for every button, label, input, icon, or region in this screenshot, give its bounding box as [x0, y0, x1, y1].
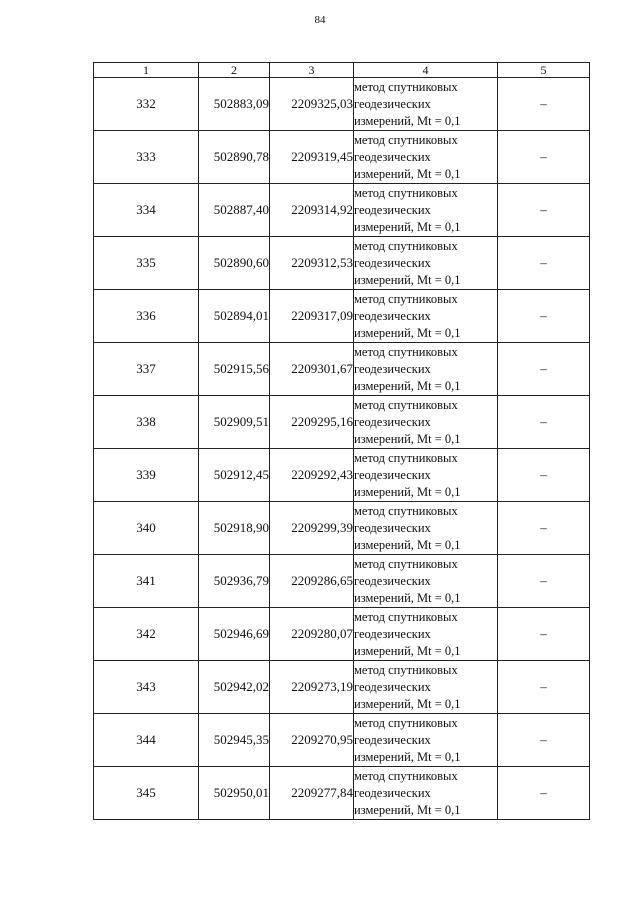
x-coordinate-cell: 502945,35 — [199, 714, 270, 767]
column-header: 5 — [498, 63, 590, 78]
method-cell — [354, 184, 498, 237]
note-cell: – — [498, 449, 590, 502]
column-header: 2 — [199, 63, 270, 78]
note-cell: – — [498, 608, 590, 661]
point-number-cell: 334 — [94, 184, 199, 237]
method-line: метод спутниковых — [354, 132, 458, 147]
method-line: измерений, Mt = 0,1 — [354, 431, 461, 446]
x-coordinate-cell: 502942,02 — [199, 661, 270, 714]
y-coordinate-cell: 2209301,67 — [270, 343, 354, 396]
x-coordinate-cell: 502890,60 — [199, 237, 270, 290]
x-coordinate-cell: 502936,79 — [199, 555, 270, 608]
table-row — [94, 131, 590, 184]
method-line: метод спутниковых — [354, 185, 458, 200]
method-line: метод спутниковых — [354, 556, 458, 571]
table-row — [94, 661, 590, 714]
method-line: метод спутниковых — [354, 768, 458, 783]
method-line: геодезических — [354, 732, 431, 747]
point-number-cell: 337 — [94, 343, 199, 396]
method-cell — [354, 396, 498, 449]
note-cell: – — [498, 502, 590, 555]
method-cell — [354, 661, 498, 714]
method-line: геодезических — [354, 361, 431, 376]
table-row — [94, 290, 590, 343]
x-coordinate-cell: 502894,01 — [199, 290, 270, 343]
x-coordinate-cell: 502918,90 — [199, 502, 270, 555]
y-coordinate-cell: 2209270,95 — [270, 714, 354, 767]
point-number-cell: 332 — [94, 78, 199, 131]
coordinates-table — [93, 62, 590, 820]
y-coordinate-cell: 2209325,03 — [270, 78, 354, 131]
method-line: метод спутниковых — [354, 79, 458, 94]
method-line: измерений, Mt = 0,1 — [354, 749, 461, 764]
method-cell — [354, 449, 498, 502]
y-coordinate-cell: 2209314,92 — [270, 184, 354, 237]
x-coordinate-cell: 502883,09 — [199, 78, 270, 131]
page-number: 84 — [314, 14, 326, 26]
method-line: измерений, Mt = 0,1 — [354, 537, 461, 552]
point-number-cell: 338 — [94, 396, 199, 449]
method-line: метод спутниковых — [354, 715, 458, 730]
method-line: метод спутниковых — [354, 238, 458, 253]
method-line: метод спутниковых — [354, 609, 458, 624]
y-coordinate-cell: 2209312,53 — [270, 237, 354, 290]
table-row — [94, 343, 590, 396]
method-line: геодезических — [354, 96, 431, 111]
point-number-cell: 341 — [94, 555, 199, 608]
method-line: измерений, Mt = 0,1 — [354, 166, 461, 181]
method-line: измерений, Mt = 0,1 — [354, 325, 461, 340]
method-line: измерений, Mt = 0,1 — [354, 590, 461, 605]
method-line: метод спутниковых — [354, 503, 458, 518]
method-line: метод спутниковых — [354, 662, 458, 677]
y-coordinate-cell: 2209295,16 — [270, 396, 354, 449]
table-row — [94, 237, 590, 290]
point-number-cell: 344 — [94, 714, 199, 767]
note-cell: – — [498, 237, 590, 290]
y-coordinate-cell: 2209286,65 — [270, 555, 354, 608]
method-line: измерений, Mt = 0,1 — [354, 484, 461, 499]
method-cell — [354, 290, 498, 343]
column-header: 1 — [94, 63, 199, 78]
table-row — [94, 184, 590, 237]
method-line: метод спутниковых — [354, 397, 458, 412]
y-coordinate-cell: 2209299,39 — [270, 502, 354, 555]
table-row — [94, 449, 590, 502]
method-line: геодезических — [354, 467, 431, 482]
y-coordinate-cell: 2209319,45 — [270, 131, 354, 184]
point-number-cell: 339 — [94, 449, 199, 502]
method-line: измерений, Mt = 0,1 — [354, 272, 461, 287]
point-number-cell: 333 — [94, 131, 199, 184]
method-line: метод спутниковых — [354, 450, 458, 465]
method-line: измерений, Mt = 0,1 — [354, 802, 461, 817]
method-line: геодезических — [354, 679, 431, 694]
table-row — [94, 502, 590, 555]
method-cell — [354, 343, 498, 396]
table-row — [94, 767, 590, 820]
x-coordinate-cell: 502909,51 — [199, 396, 270, 449]
method-cell — [354, 131, 498, 184]
table-row — [94, 78, 590, 131]
method-line: метод спутниковых — [354, 291, 458, 306]
note-cell: – — [498, 396, 590, 449]
note-cell: – — [498, 767, 590, 820]
method-cell — [354, 237, 498, 290]
method-line: геодезических — [354, 626, 431, 641]
method-line: геодезических — [354, 573, 431, 588]
method-cell — [354, 767, 498, 820]
method-line: геодезических — [354, 308, 431, 323]
column-header: 3 — [270, 63, 354, 78]
note-cell: – — [498, 290, 590, 343]
note-cell: – — [498, 131, 590, 184]
table-header-row — [94, 63, 590, 78]
point-number-cell: 345 — [94, 767, 199, 820]
method-line: геодезических — [354, 785, 431, 800]
y-coordinate-cell: 2209317,09 — [270, 290, 354, 343]
y-coordinate-cell: 2209277,84 — [270, 767, 354, 820]
method-line: геодезических — [354, 202, 431, 217]
note-cell: – — [498, 661, 590, 714]
table-row — [94, 608, 590, 661]
method-line: геодезических — [354, 255, 431, 270]
table-row — [94, 555, 590, 608]
x-coordinate-cell: 502950,01 — [199, 767, 270, 820]
y-coordinate-cell: 2209273,19 — [270, 661, 354, 714]
method-cell — [354, 555, 498, 608]
x-coordinate-cell: 502915,56 — [199, 343, 270, 396]
note-cell: – — [498, 343, 590, 396]
y-coordinate-cell: 2209280,07 — [270, 608, 354, 661]
method-cell — [354, 714, 498, 767]
y-coordinate-cell: 2209292,43 — [270, 449, 354, 502]
x-coordinate-cell: 502887,40 — [199, 184, 270, 237]
method-line: измерений, Mt = 0,1 — [354, 643, 461, 658]
x-coordinate-cell: 502890,78 — [199, 131, 270, 184]
method-line: геодезических — [354, 414, 431, 429]
x-coordinate-cell: 502946,69 — [199, 608, 270, 661]
method-cell — [354, 608, 498, 661]
note-cell: – — [498, 78, 590, 131]
method-line: метод спутниковых — [354, 344, 458, 359]
point-number-cell: 343 — [94, 661, 199, 714]
method-line: геодезических — [354, 520, 431, 535]
point-number-cell: 335 — [94, 237, 199, 290]
method-cell — [354, 502, 498, 555]
note-cell: – — [498, 184, 590, 237]
column-header: 4 — [354, 63, 498, 78]
point-number-cell: 342 — [94, 608, 199, 661]
method-line: измерений, Mt = 0,1 — [354, 219, 461, 234]
method-line: измерений, Mt = 0,1 — [354, 696, 461, 711]
note-cell: – — [498, 555, 590, 608]
method-cell — [354, 78, 498, 131]
method-line: измерений, Mt = 0,1 — [354, 113, 461, 128]
x-coordinate-cell: 502912,45 — [199, 449, 270, 502]
note-cell: – — [498, 714, 590, 767]
table-row — [94, 714, 590, 767]
method-line: измерений, Mt = 0,1 — [354, 378, 461, 393]
table-row — [94, 396, 590, 449]
point-number-cell: 336 — [94, 290, 199, 343]
point-number-cell: 340 — [94, 502, 199, 555]
method-line: геодезических — [354, 149, 431, 164]
